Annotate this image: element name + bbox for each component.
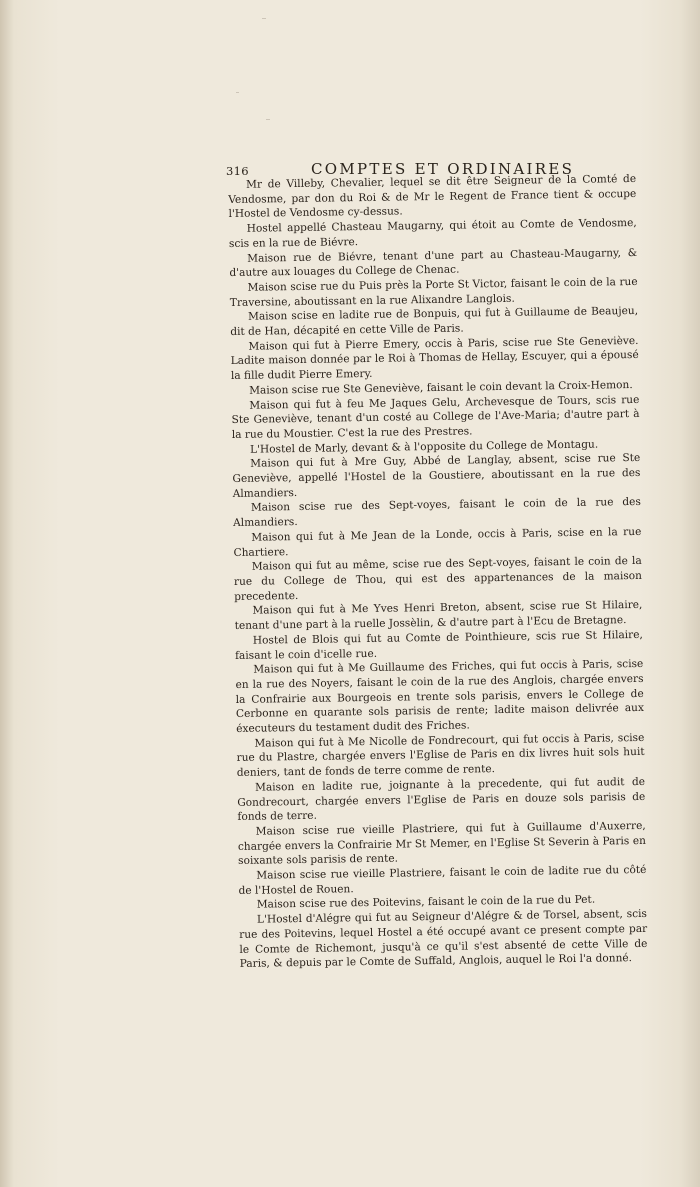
entry-paragraph: Maison scise rue Ste Geneviève, faisant le coin devant la Croix-Hemon. (249, 378, 633, 397)
entry-paragraph: Maison qui fut à Mre Guy, Abbé de Langlay, absent, scise rue Ste Geneviève, appellé l'Hostel de la Goustiere, aboutissant en la rue des Almandiers. (232, 452, 641, 500)
entry-paragraph: Maison qui fut au même, scise rue des Sept-voyes, faisant le coin de la rue du College de Thou, qui est des appartenances de la maison precedente. (233, 555, 643, 603)
running-title: COMPTES ET ORDINAIRES (311, 160, 575, 178)
entry-paragraph: Maison scise rue du Puis près la Porte St Victor, faisant le coin de la rue Traversine, aboutissant en la rue Alixandre Langlois. (229, 275, 638, 309)
entry-paragraph: Mr de Villeby, Chevalier, lequel se dit être Seigneur de la Comté de Vendosme, par don du Roi & de Mr le Regent de France tient & occupe l'Hostel de Vendosme cy-dessus. (228, 172, 637, 221)
entry-paragraph: Maison en ladite rue, joignante à la precedente, qui fut audit de Gondrecourt, chargée envers l'Eglise de Paris en douze sols parisis de fonds de terre. (237, 775, 646, 824)
entry-paragraph: Maison qui fut à Pierre Emery, occis à Paris, scise rue Ste Geneviève. Ladite maison donnée par le Roi à Thomas de Hellay, Escuyer, qui a épousé la fille dudit Pierre Emery. (230, 334, 639, 383)
entry-paragraph: Hostel de Blois qui fut au Comte de Pointhieure, scis rue St Hilaire, faisant le coin d'icelle rue. (234, 628, 643, 662)
margin-mark (262, 18, 266, 19)
entry-paragraph: Maison qui fut à feu Me Jaques Gelu, Archevesque de Tours, scis rue Ste Geneviève, tenant d'un costé au College de l'Ave-Maria; d'autre part à la rue du Moustier. C'est la rue des Prestres. (231, 393, 640, 441)
entry-paragraph: L'Hostel d'Alégre qui fut au Seigneur d'Alégre & de Torsel, absent, scis rue des Poitevins, lequel Hostel a été occupé avant ce present compte par le Comte de Richemont, jusqu'à ce qu'il s'est absenté de cette Ville de Paris, & depuis par le Comte de Suffald, Anglois, auquel le Roi l'a donné. (239, 908, 648, 971)
entry-paragraph: Maison qui fut à Me Jean de la Londe, occis à Paris, scise en la rue Chartiere. (233, 525, 642, 559)
entry-paragraph: Maison rue de Biévre, tenant d'une part au Chasteau-Maugarny, & d'autre aux louages du College de Chenac. (229, 246, 638, 280)
entry-paragraph: Maison scise rue vieille Plastriere, qui fut à Guillaume d'Auxerre, chargée envers la Confrairie Mr St Memer, en l'Eglise St Severin à Paris en soixante sols parisis de rente. (237, 819, 646, 868)
entry-paragraph: L'Hostel de Marly, devant & à l'opposite du College de Montagu. (249, 438, 599, 456)
entry-paragraph: Maison scise rue des Poitevins, faisant le coin de la rue du Pet. (256, 894, 596, 912)
page-number: 316 (226, 164, 249, 178)
entry-paragraph: Maison qui fut à Me Nicolle de Fondrecourt, qui fut occis à Paris, scise rue du Plastre, chargée envers l'Eglise de Paris en dix livres huit sols huit deniers, tant de fonds de terre comme de rente. (236, 731, 645, 780)
entry-paragraph: Hostel appellé Chasteau Maugarny, qui étoit au Comte de Vendosme, scis en la rue de Biévre. (228, 217, 637, 250)
margin-mark (236, 92, 239, 93)
entry-paragraph: Maison scise rue vieille Plastriere, faisant le coin de ladite rue du côté de l'Hostel de Rouen. (238, 863, 647, 897)
entry-paragraph: Maison scise rue des Sept-voyes, faisant le coin de la rue des Almandiers. (233, 496, 641, 530)
entry-paragraph: Maison scise en ladite rue de Bonpuis, qui fut à Guillaume de Beaujeu, dit de Han, décapité en cette Ville de Paris. (230, 305, 639, 339)
entry-paragraph: Maison qui fut à Me Guillaume des Friches, qui fut occis à Paris, scise en la rue des Noyers, faisant le coin de la rue des Anglois, chargée envers la Confrairie aux Bourgeois en trente sols parisis, envers le College de Cerbonne en quarante sols parisis de rente; ladite maison delivrée aux éxecuteurs du testament dudit des Friches. (235, 658, 645, 735)
body-text (228, 172, 648, 972)
entry-paragraph: Maison qui fut à Me Yves Henri Breton, absent, scise rue St Hilaire, tenant d'une part à la ruelle Jossèlin, & d'autre part à l'Ecu de Bretagne. (234, 599, 643, 633)
margin-mark (266, 119, 270, 120)
